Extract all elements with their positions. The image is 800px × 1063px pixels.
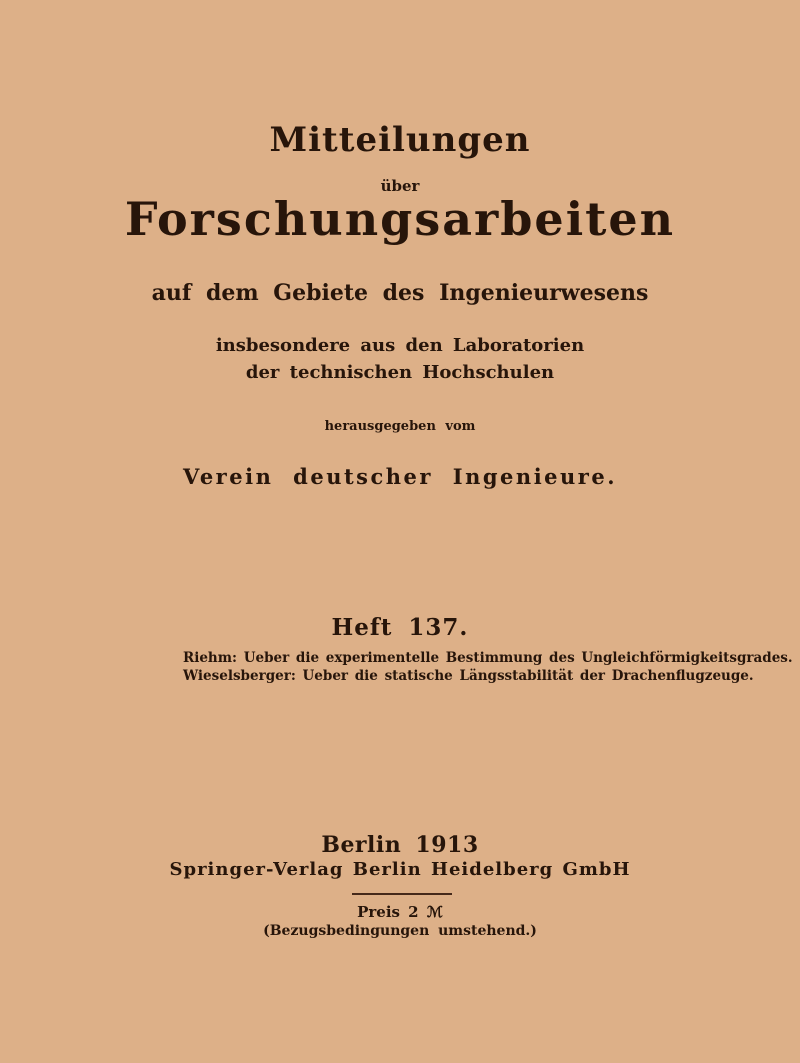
title-connector: über: [380, 177, 420, 195]
series-note-line2: der technischen Hochschulen: [245, 362, 555, 383]
imprint-publisher: Springer-Verlag Berlin Heidelberg GmbH: [169, 859, 631, 880]
price-note: (Bezugsbedingungen umstehend.): [263, 923, 537, 939]
main-title: Forschungsarbeiten: [124, 192, 676, 246]
publisher-org: Verein deutscher Ingenieure.: [182, 464, 618, 489]
publisher-note: herausgegeben vom: [324, 419, 476, 434]
issue-content-line: Riehm: Ueber die experimentelle Bestimmung des Ungleichförmigkeitsgrades.: [183, 650, 793, 666]
price: Preis 2 ℳ: [357, 903, 443, 921]
price-divider: [352, 893, 452, 895]
issue-number: Heft 137.: [331, 614, 469, 641]
subtitle: auf dem Gebiete des Ingenieurwesens: [151, 280, 649, 306]
issue-contents: [183, 650, 793, 685]
imprint-place-year: Berlin 1913: [321, 832, 479, 858]
issue-content-line: Wieselsberger: Ueber die statische Längsstabilität der Drachenflugzeuge.: [183, 667, 754, 684]
series-note-line1: insbesondere aus den Laboratorien: [215, 335, 585, 356]
journal-title: Mitteilungen: [269, 120, 531, 160]
